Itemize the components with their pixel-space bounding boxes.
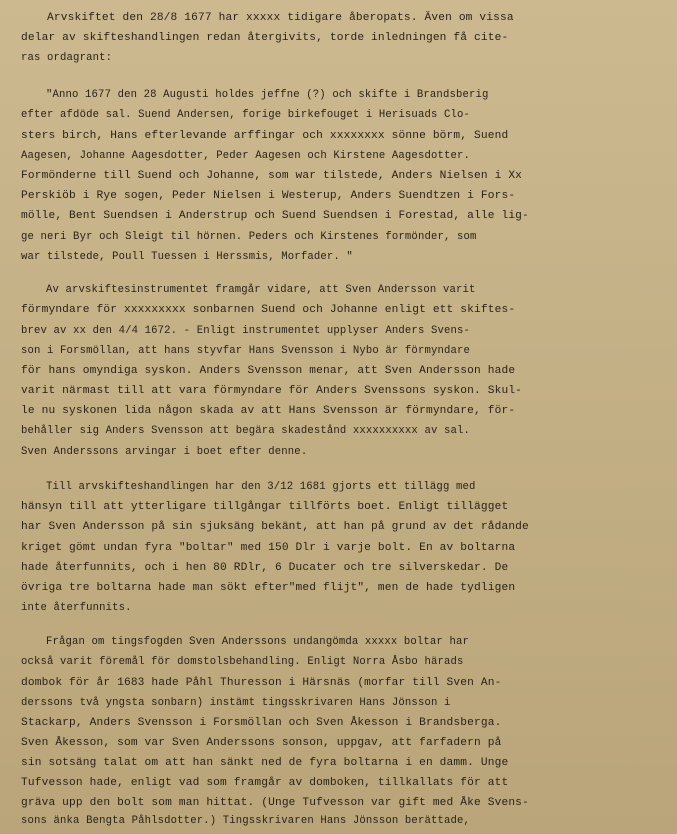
text-line: Frågan om tingsfogden Sven Anderssons undangömda xxxxx boltar har	[46, 636, 469, 648]
text-line: son i Forsmöllan, att hans styvfar Hans Svensson i Nybo är förmyndare	[21, 345, 471, 357]
text-line: har Sven Andersson på sin sjuksäng bekänt, att han på grund av det rådande	[21, 521, 529, 533]
text-line: sin sotsäng talat om att han sänkt ned de fyra boltarna i en damm. Unge	[21, 757, 509, 769]
text-line: behåller sig Anders Svensson att begära skadestånd xxxxxxxxxx av sal.	[21, 425, 471, 437]
text-line: hade återfunnits, och i hen 80 RDlr, 6 Ducater och tre silverskedar. De	[21, 562, 509, 574]
text-line: Formönderne till Suend och Johanne, som war tilstede, Anders Nielsen i Xx	[21, 170, 523, 182]
text-line: le nu syskonen lida någon skada av att Hans Svensson är förmyndare, för-	[21, 405, 516, 417]
text-line: hänsyn till att ytterligare tillgångar tillförts boet. Enligt tillägget	[21, 501, 509, 513]
text-line: Stackarp, Anders Svensson i Forsmöllan och Sven Åkesson i Brandsberga.	[21, 717, 502, 729]
text-line: övriga tre boltarna hade man sökt efter"med flijt", men de hade tydligen	[21, 582, 516, 594]
text-line: ge neri Byr och Sleigt til hörnen. Peders och Kirstenes formönder, som	[21, 231, 477, 243]
text-line: förmyndare för xxxxxxxxx sonbarnen Suend och Johanne enligt ett skiftes-	[21, 304, 516, 316]
text-line: Perskiöb i Rye sogen, Peder Nielsen i Westerup, Anders Suendtzen i Fors-	[21, 190, 516, 202]
text-line: Till arvskifteshandlingen har den 3/12 1681 gjorts ett tillägg med	[46, 481, 476, 493]
text-line: Aagesen, Johanne Aagesdotter, Peder Aagesen och Kirstene Aagesdotter.	[21, 150, 471, 162]
text-line: brev av xx den 4/4 1672. - Enligt instrumentet upplyser Anders Svens-	[21, 325, 471, 337]
text-line: för hans omyndiga syskon. Anders Svensson menar, att Sven Andersson hade	[21, 365, 516, 377]
text-line: efter afdöde sal. Suend Andersen, forige birkefouget i Herisuads Clo-	[21, 109, 471, 121]
text-line: gräva upp den bolt som man hittat. (Unge Tufvesson var gift med Åke Svens-	[21, 797, 529, 809]
text-line: war tilstede, Poull Tuessen i Herssmis, Morfader. "	[21, 251, 353, 263]
text-line: också varit föremål för domstolsbehandling. Enligt Norra Åsbo härads	[21, 656, 464, 668]
text-line: sters birch, Hans efterlevande arffingar och xxxxxxxx sönne börm, Suend	[21, 130, 509, 142]
text-line: "Anno 1677 den 28 Augusti holdes jeffne (?) och skifte i Brandsberig	[46, 89, 489, 101]
text-line: derssons två yngsta sonbarn) instämt tingsskrivaren Hans Jönsson i	[21, 697, 451, 709]
text-line: mölle, Bent Suendsen i Anderstrup och Suend Suendsen i Forestad, alle lig-	[21, 210, 529, 222]
text-line: sons änka Bengta Påhlsdotter.) Tingsskrivaren Hans Jönsson berättade,	[21, 815, 471, 827]
text-line: Tufvesson hade, enligt vad som framgår av domboken, tillkallats för att	[21, 777, 509, 789]
text-line: inte återfunnits.	[21, 602, 132, 614]
text-line: kriget gömt undan fyra "boltar" med 150 Dlr i varje bolt. En av boltarna	[21, 542, 516, 554]
text-line: Sven Anderssons arvingar i boet efter denne.	[21, 446, 308, 458]
text-line: dombok för år 1683 hade Påhl Thuresson i Härsnäs (morfar till Sven An-	[21, 677, 502, 689]
text-line: Arvskiftet den 28/8 1677 har xxxxx tidigare åberopats. Även om vissa	[47, 12, 514, 24]
text-line: delar av skifteshandlingen redan återgivits, torde inledningen få cite-	[21, 32, 509, 44]
text-line: ras ordagrant:	[21, 52, 113, 64]
text-line: varit närmast till att vara förmyndare för Anders Svenssons syskon. Skul-	[21, 385, 523, 397]
text-line: Av arvskiftesinstrumentet framgår vidare, att Sven Andersson varit	[46, 284, 476, 296]
text-line: Sven Åkesson, som var Sven Anderssons sonson, uppgav, att farfadern på	[21, 737, 502, 749]
